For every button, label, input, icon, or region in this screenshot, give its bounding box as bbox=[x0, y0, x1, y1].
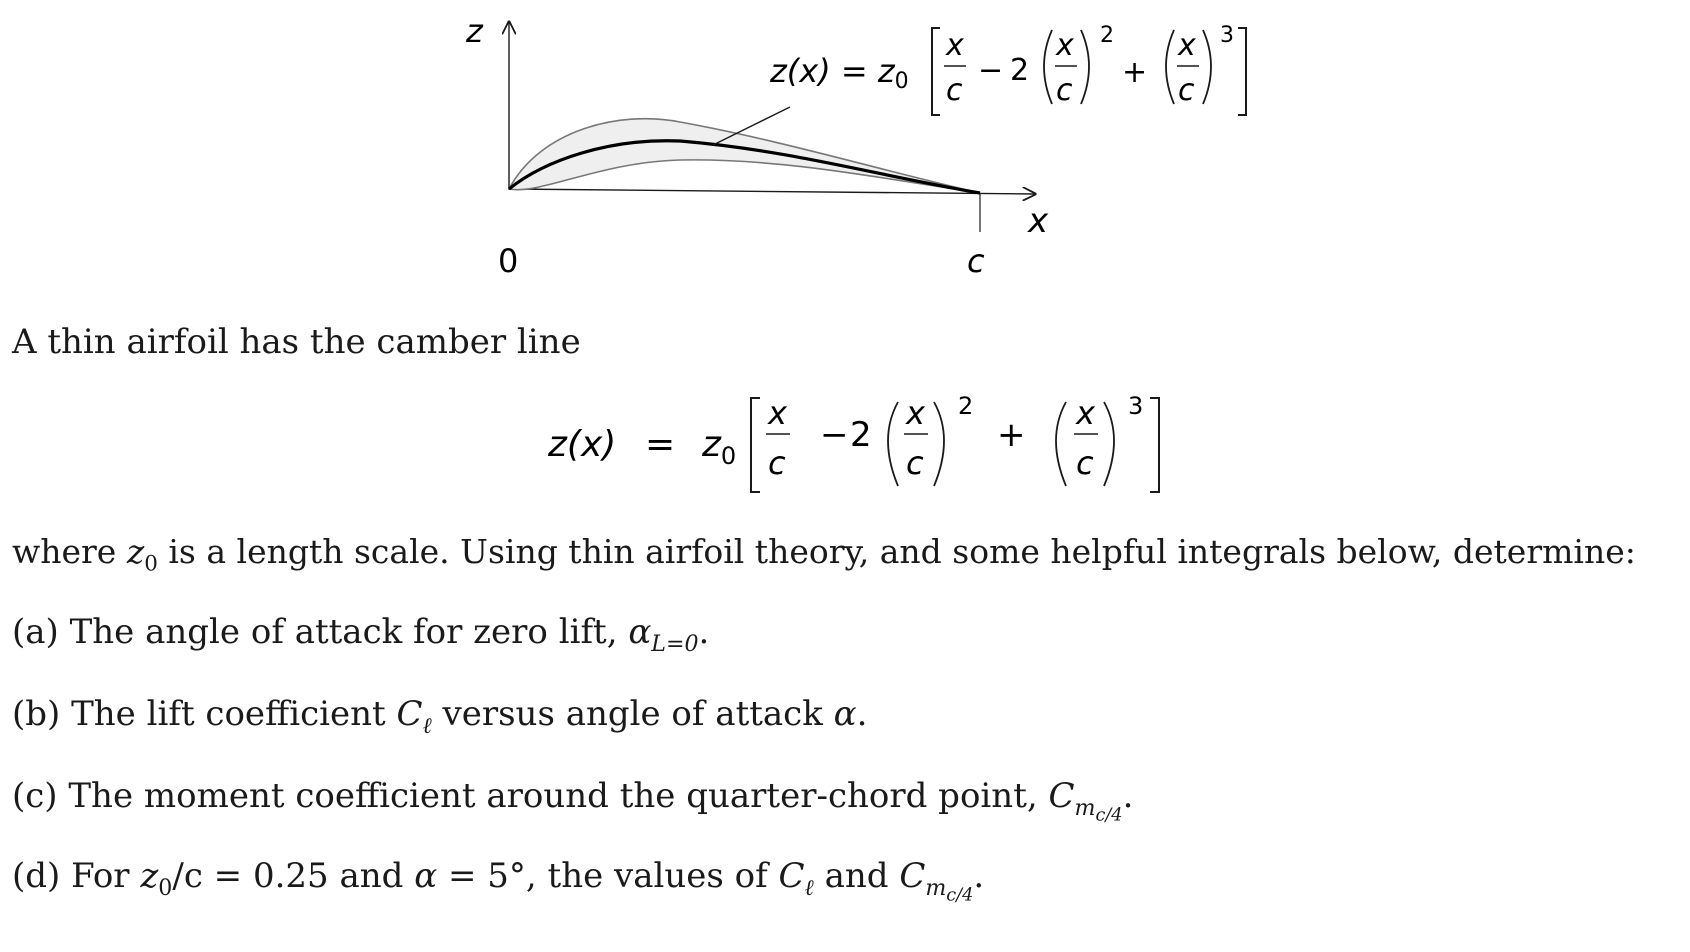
deq-power3: 3 bbox=[1128, 392, 1144, 420]
fig-minus: − bbox=[978, 53, 1004, 88]
fig-frac3-num: x bbox=[1178, 28, 1196, 63]
where-line bbox=[12, 532, 1636, 585]
svg-text:z0 bbox=[701, 424, 736, 470]
svg-text:z(x) = z0 bbox=[769, 52, 909, 94]
display-equation bbox=[0, 390, 1690, 500]
question-d: (d) For $z_0/c = 0.25$ and α = 5°, the values of $C_\ell$ and $C_{m_{c/4}}$. bbox=[12, 856, 985, 906]
x-axis-label: x bbox=[1028, 201, 1049, 241]
fig-frac-den: c bbox=[946, 73, 963, 108]
fig-bracket-left bbox=[932, 28, 940, 115]
fig-coef: 2 bbox=[1010, 53, 1030, 88]
deq-lhs: z(x) bbox=[548, 424, 617, 465]
intro-text: A thin airfoil has the camber line bbox=[12, 322, 581, 362]
fig-power3: 3 bbox=[1220, 23, 1234, 48]
question-c: (c) The moment coefficient around the quarter-chord point, $C_{m_{c/4}}$. bbox=[12, 776, 1134, 826]
fig-frac3-den: c bbox=[1178, 73, 1195, 108]
deq-minus: − bbox=[820, 415, 849, 455]
cl-symbol: C bbox=[396, 694, 423, 734]
deq-coef: 2 bbox=[850, 415, 872, 455]
airfoil-figure bbox=[0, 0, 1690, 290]
deq-frac2-den: c bbox=[906, 444, 924, 482]
fig-bracket-right bbox=[1238, 28, 1246, 115]
question-a: (a) The angle of attack for zero lift, $\alpha_{L=0}$. bbox=[12, 612, 710, 657]
fig-plus: + bbox=[1122, 55, 1148, 90]
where-var: $z_0$ bbox=[126, 532, 158, 577]
deq-equals: = bbox=[645, 424, 676, 465]
alpha-symbol: α bbox=[628, 612, 652, 652]
deq-frac3-num: x bbox=[1076, 394, 1095, 432]
fig-frac2-num: x bbox=[1056, 28, 1074, 63]
fig-power2: 2 bbox=[1100, 23, 1114, 48]
deq-plus: + bbox=[997, 415, 1026, 455]
deq-bracket-right bbox=[1150, 398, 1159, 492]
fig-frac-num: x bbox=[946, 28, 964, 63]
deq-frac-num: x bbox=[768, 394, 787, 432]
chord-label: c bbox=[967, 242, 985, 280]
deq-z: z bbox=[702, 424, 721, 465]
fig-eq-lhs: z(x) = z bbox=[770, 52, 895, 90]
cm-symbol: C bbox=[1048, 776, 1075, 816]
deq-frac2-num: x bbox=[906, 394, 925, 432]
z-axis-label: z bbox=[466, 12, 483, 50]
deq-frac3-den: c bbox=[1076, 444, 1094, 482]
deq-power2: 2 bbox=[958, 392, 974, 420]
deq-bracket-left bbox=[751, 398, 760, 492]
deq-frac-den: c bbox=[768, 444, 786, 482]
origin-label: 0 bbox=[498, 242, 519, 280]
where-post: is a length scale. Using thin airfoil theory, and some helpful integrals below, determine: bbox=[168, 532, 1636, 571]
fig-frac2-den: c bbox=[1056, 73, 1073, 108]
where-pre: where bbox=[12, 532, 117, 571]
deq-z-sub: 0 bbox=[720, 442, 737, 470]
fig-eq-lhs-sub: 0 bbox=[894, 69, 909, 94]
question-b: (b) The lift coefficient $C_\ell$ versus angle of attack α. bbox=[12, 694, 868, 739]
